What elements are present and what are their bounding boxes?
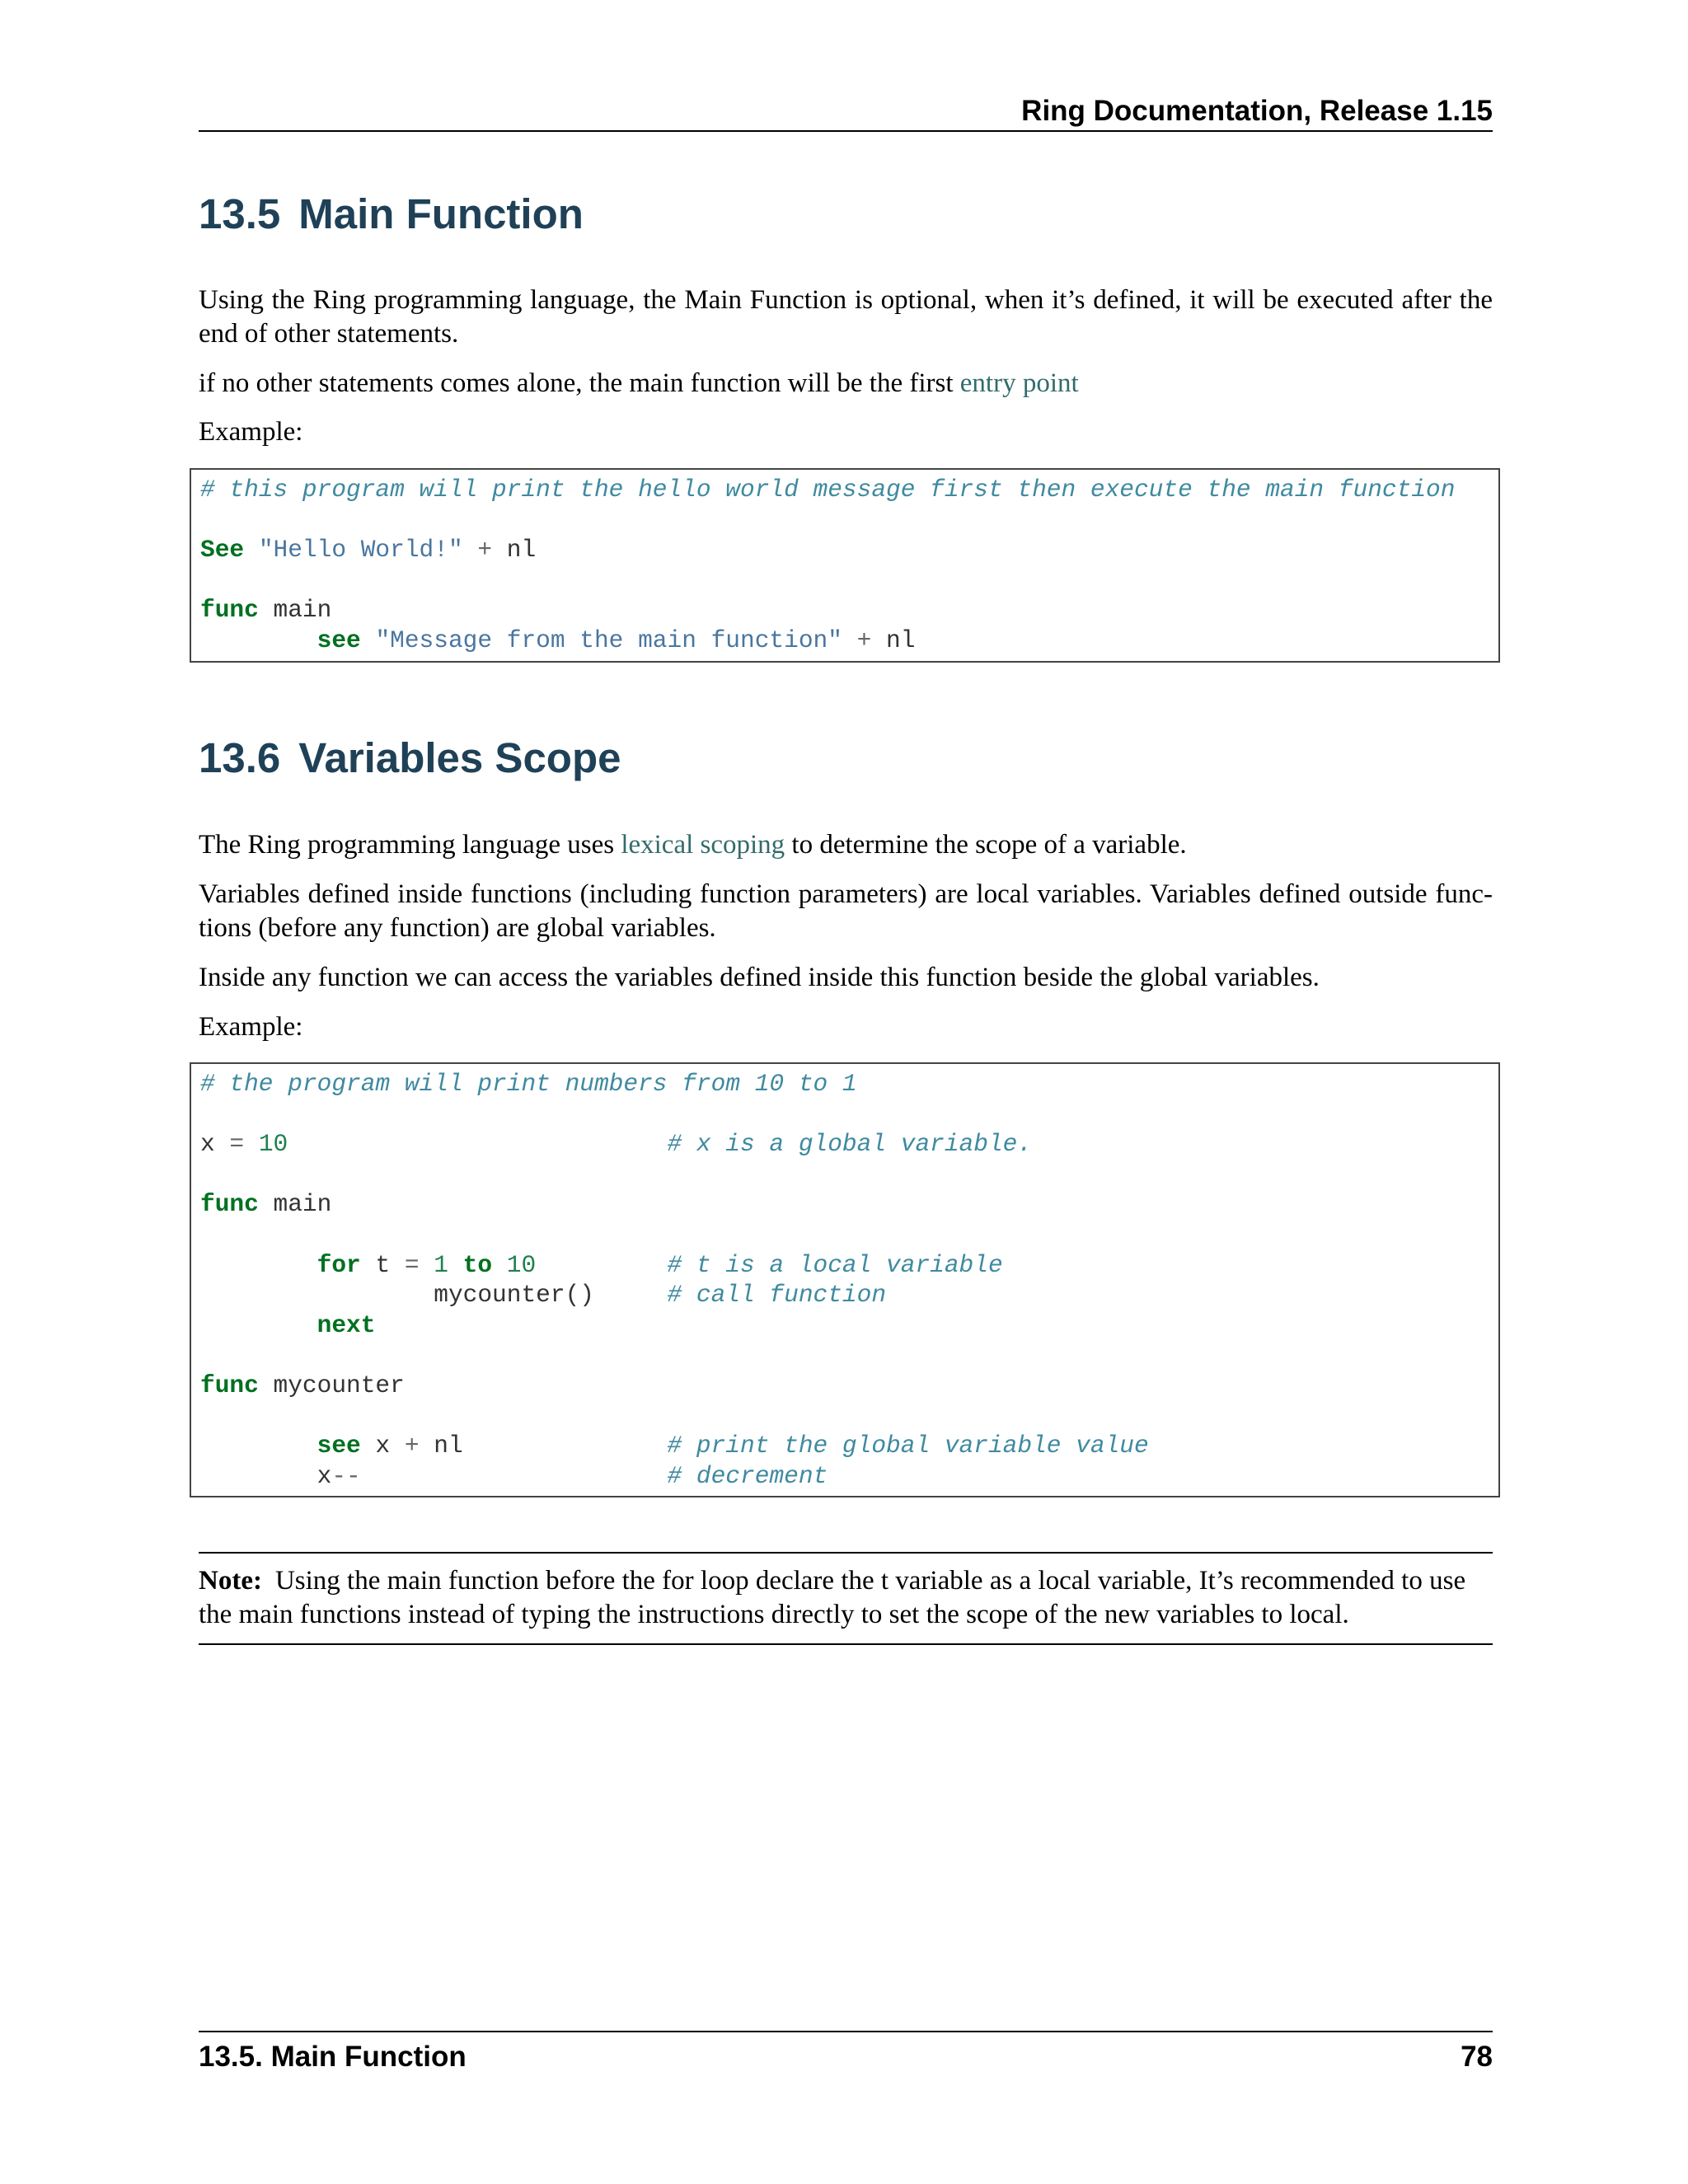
code-line: [200, 1431, 1489, 1461]
code-line: [200, 1250, 1489, 1281]
code-line: [200, 1371, 1489, 1401]
code-line-blank: [200, 1160, 1489, 1190]
note-label: Note:: [199, 1566, 262, 1596]
code-identifier: nl: [434, 1432, 463, 1460]
code-identifier: main: [273, 596, 332, 625]
code-number: 1: [434, 1250, 448, 1279]
code-line-blank: [200, 1340, 1489, 1371]
code-line: [200, 1189, 1489, 1220]
code-operator: --: [331, 1461, 361, 1490]
page-header: [199, 92, 1493, 132]
page-number: 78: [1461, 2041, 1493, 2073]
code-comment: # the program will print numbers from 10 to 1: [200, 1070, 857, 1098]
note-admonition: [199, 1552, 1493, 1645]
document-title: Ring Documentation, Release 1.15: [1021, 95, 1493, 127]
code-identifier: x: [316, 1461, 332, 1490]
code-identifier: main: [273, 1190, 332, 1219]
code-identifier: x: [200, 1130, 215, 1159]
lexical-scoping-link[interactable]: lexical scoping: [621, 830, 785, 860]
note-text: Using the main function before the for loop declare the t variable as a local variable, It’s recommended to use the main functions instead of typing the instructions directly to set the scope of the new variables to local.: [199, 1566, 1466, 1629]
code-identifier: nl: [886, 626, 916, 654]
code-line-blank: [200, 565, 1489, 596]
code-line-blank: [200, 1220, 1489, 1250]
code-line: [200, 1310, 1489, 1341]
code-keyword: func: [200, 1371, 259, 1399]
paragraph-text: to determine the scope of a variable.: [785, 830, 1187, 860]
code-operator: +: [856, 626, 872, 654]
code-line-blank: [200, 1401, 1489, 1432]
code-line: [200, 1129, 1489, 1160]
code-line: [200, 626, 1489, 656]
code-keyword: func: [200, 596, 259, 625]
code-string: "Hello World!": [258, 536, 463, 565]
code-block-variables-scope: [190, 1062, 1500, 1497]
code-keyword: see: [316, 1432, 361, 1460]
page-footer: [199, 2031, 1493, 2079]
code-number: 10: [506, 1250, 537, 1279]
paragraph-access-variables: Inside any function we can access the variables defined inside this function beside the global variables.: [199, 963, 1320, 992]
code-operator: =: [229, 1130, 245, 1159]
paragraph-main-intro: Using the Ring programming language, the Main Function is optional, when it’s defined, it will be executed after the end of other statements.: [199, 285, 1493, 349]
example-label: Example:: [199, 1012, 303, 1042]
code-comment: # t is a local variable: [667, 1250, 1003, 1279]
code-comment: # x is a global variable.: [667, 1130, 1033, 1159]
code-keyword: See: [200, 536, 245, 565]
section-number: 13.6: [199, 734, 281, 781]
code-keyword: func: [200, 1190, 259, 1219]
code-identifier: nl: [506, 536, 537, 565]
code-operator: +: [404, 1432, 420, 1460]
paragraph-entry-point: [199, 367, 1493, 401]
code-comment: # this program will print the hello world message first then execute the main function: [200, 476, 1456, 504]
code-identifier: x: [375, 1432, 391, 1460]
section-title: Variables Scope: [298, 734, 621, 781]
code-line: [200, 595, 1489, 626]
section-title: Main Function: [298, 190, 584, 237]
code-line: [200, 475, 1489, 505]
code-number: 10: [258, 1130, 288, 1159]
code-line: [200, 535, 1489, 565]
section-heading-main-function: [199, 189, 584, 240]
code-comment: # print the global variable value: [667, 1432, 1149, 1460]
code-comment: # call function: [667, 1281, 887, 1310]
code-keyword: next: [316, 1310, 376, 1339]
paragraph-text: if no other statements comes alone, the main function will be the first: [199, 368, 960, 398]
code-operator: =: [404, 1250, 420, 1279]
code-identifier: t: [375, 1250, 391, 1279]
code-block-main-function: [190, 468, 1500, 663]
code-comment: # decrement: [667, 1461, 828, 1490]
code-call: mycounter(): [434, 1281, 594, 1310]
code-keyword: for: [316, 1250, 361, 1279]
footer-section-title: 13.5. Main Function: [199, 2041, 467, 2073]
section-heading-variables-scope: [199, 733, 621, 784]
code-operator: +: [477, 536, 493, 565]
code-string: "Message from the main function": [375, 626, 842, 654]
code-line: [200, 1280, 1489, 1310]
entry-point-link[interactable]: entry point: [959, 368, 1079, 398]
paragraph-local-global: Variables defined inside functions (including function parameters) are local variables. Variables defined outside functions (before any function) are global variables.: [199, 879, 1493, 943]
code-keyword: to: [462, 1250, 493, 1279]
code-line-blank: [200, 1099, 1489, 1130]
paragraph-lexical-scoping: [199, 828, 1493, 862]
code-line: [200, 1069, 1489, 1099]
code-line-blank: [200, 505, 1489, 536]
example-label: Example:: [199, 417, 303, 447]
paragraph-text: The Ring programming language uses: [199, 830, 621, 860]
code-line: [200, 1461, 1489, 1492]
section-number: 13.5: [199, 190, 281, 237]
code-keyword: see: [316, 626, 361, 654]
code-identifier: mycounter: [273, 1371, 405, 1399]
